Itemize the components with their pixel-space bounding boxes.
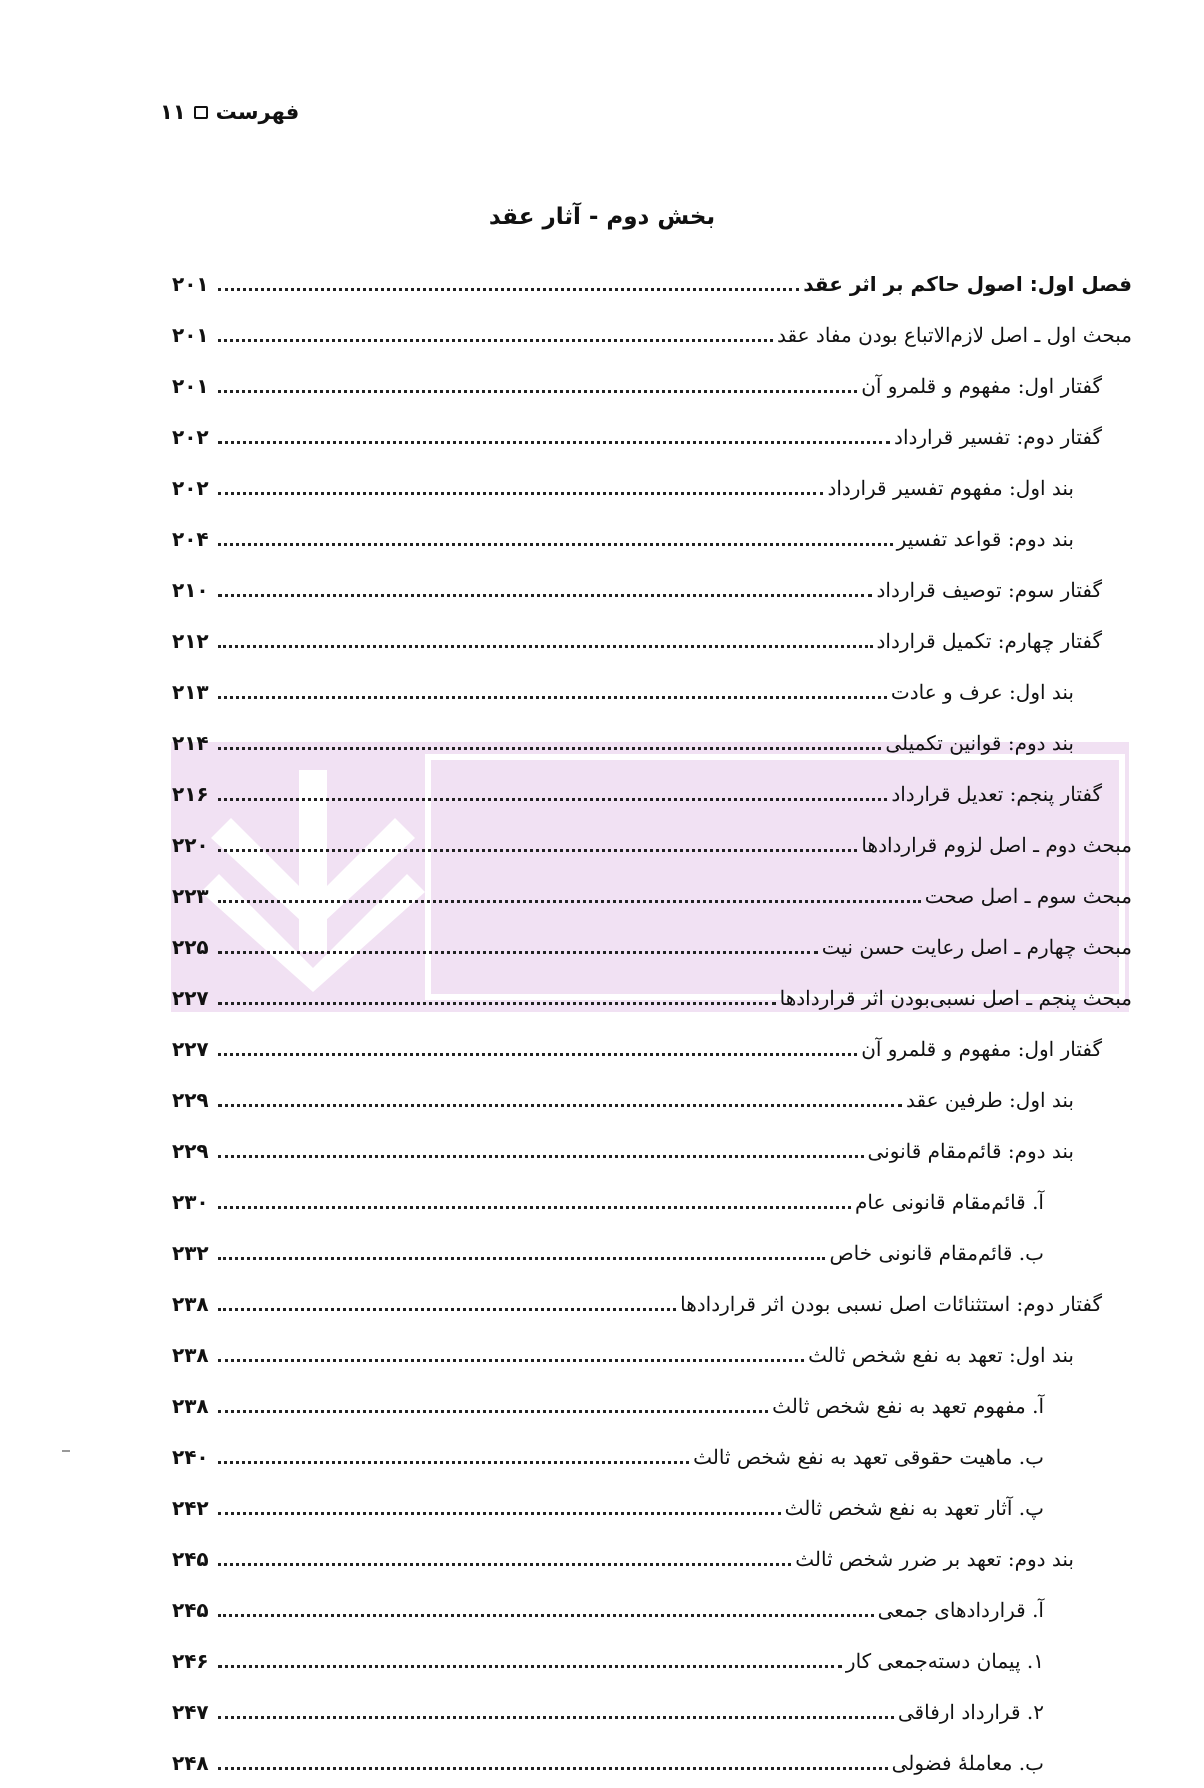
toc-entry-page: ۲۲۷: [172, 1036, 209, 1061]
toc-entry-page: ۲۳۸: [172, 1291, 209, 1316]
toc-entry-page: ۲۰۲: [172, 475, 209, 500]
toc-entry-title: گفتار پنجم: تعدیل قرارداد: [891, 781, 1102, 806]
toc-entry-title: ب. قائم‌مقام قانونی خاص: [829, 1240, 1044, 1265]
toc-entry-page: ۲۰۲: [172, 424, 209, 449]
dot-leader: [218, 645, 873, 648]
toc-entry[interactable]: [172, 717, 1132, 768]
toc-entry[interactable]: [172, 513, 1132, 564]
dot-leader: [218, 849, 857, 852]
toc-entry-title: مبحث سوم ـ اصل صحت: [924, 883, 1132, 908]
toc-entry-page: ۲۱۰: [172, 577, 209, 602]
toc-entry-title: مبحث پنجم ـ اصل نسبی‌بودن اثر قراردادها: [779, 985, 1132, 1010]
dot-leader: [218, 951, 818, 954]
dot-leader: [218, 1053, 857, 1056]
toc-entry[interactable]: [172, 768, 1132, 819]
toc-entry-page: ۲۱۴: [172, 730, 209, 755]
dot-leader: [218, 390, 857, 393]
toc-entry-page: ۲۲۹: [172, 1138, 209, 1163]
toc-entry-title: گفتار دوم: تفسیر قرارداد: [894, 424, 1102, 449]
toc-entry-title: ب. ماهیت حقوقی تعهد به نفع شخص ثالث: [693, 1444, 1044, 1469]
toc-entry[interactable]: [172, 1227, 1132, 1278]
toc-entry-page: ۲۳۲: [172, 1240, 209, 1265]
toc-entry-page: ۲۴۵: [172, 1546, 209, 1571]
toc-entry-page: ۲۳۸: [172, 1393, 209, 1418]
toc-entry-page: ۲۴۲: [172, 1495, 209, 1520]
toc-entry-title: بند اول: طرفین عقد: [906, 1087, 1074, 1112]
toc-entry-title: مبحث چهارم ـ اصل رعایت حسن نیت: [821, 934, 1132, 959]
toc-entry[interactable]: [172, 1074, 1132, 1125]
dot-leader: [218, 1461, 689, 1464]
dot-leader: [218, 1716, 894, 1719]
toc-entry-title: گفتار دوم: استثنائات اصل نسبی بودن اثر قراردادها: [680, 1291, 1102, 1316]
dot-leader: [218, 1308, 676, 1311]
dot-leader: [218, 441, 890, 444]
toc-entry[interactable]: [172, 615, 1132, 666]
scan-mark: [62, 1450, 70, 1452]
toc-entry-page: ۲۲۰: [172, 832, 209, 857]
toc-entry-page: ۲۱۳: [172, 679, 209, 704]
dot-leader: [218, 1512, 781, 1515]
toc-entry-page: ۲۱۶: [172, 781, 209, 806]
dot-leader: [218, 594, 872, 597]
dot-leader: [218, 1002, 776, 1005]
toc-entry[interactable]: [172, 1329, 1132, 1380]
toc-entry-title: مبحث دوم ـ اصل لزوم قراردادها: [861, 832, 1132, 857]
dot-leader: [218, 339, 773, 342]
toc-entry-title: ۲. قرارداد ارفاقی: [897, 1699, 1044, 1724]
toc-entry-title: بند اول: عرف و عادت: [890, 679, 1074, 704]
toc-entry-title: گفتار اول: مفهوم و قلمرو آن: [861, 373, 1102, 398]
dot-leader: [218, 1410, 768, 1413]
section-title: بخش دوم - آثار عقد: [488, 204, 716, 230]
toc-entry[interactable]: [172, 1176, 1132, 1227]
dot-leader: [218, 1614, 874, 1617]
toc-entry[interactable]: [172, 411, 1132, 462]
toc-entry-page: ۲۴۶: [172, 1648, 209, 1673]
toc-entry-page: ۲۴۰: [172, 1444, 209, 1469]
dot-leader: [218, 1359, 804, 1362]
toc-entry[interactable]: [172, 564, 1132, 615]
dot-leader: [218, 1155, 864, 1158]
toc-entry-page: ۲۲۵: [172, 934, 209, 959]
toc-entry[interactable]: [172, 972, 1132, 1023]
toc-entry-page: ۲۲۷: [172, 985, 209, 1010]
dot-leader: [218, 492, 823, 495]
toc-entry-page: ۲۳۸: [172, 1342, 209, 1367]
toc-entry-title: بند اول: مفهوم تفسیر قرارداد: [827, 475, 1074, 500]
toc-entry[interactable]: [172, 1125, 1132, 1176]
toc-entry-page: ۲۰۱: [172, 373, 209, 398]
dot-leader: [218, 288, 799, 291]
toc-entry[interactable]: [172, 1737, 1132, 1788]
toc-entry-title: ۱. پیمان دسته‌جمعی کار: [845, 1648, 1044, 1673]
toc-entry[interactable]: [172, 360, 1132, 411]
toc-entry-page: ۲۰۴: [172, 526, 209, 551]
toc-entry-title: بند دوم: قواعد تفسیر: [896, 526, 1074, 551]
toc-entry-title: آ. مفهوم تعهد به نفع شخص ثالث: [772, 1393, 1044, 1418]
toc-entry[interactable]: [172, 1023, 1132, 1074]
toc-entry[interactable]: [172, 870, 1132, 921]
toc-entry[interactable]: [172, 819, 1132, 870]
square-box-icon: [194, 106, 208, 119]
dot-leader: [218, 1104, 902, 1107]
toc-entry-title: گفتار اول: مفهوم و قلمرو آن: [861, 1036, 1102, 1061]
dot-leader: [218, 900, 921, 903]
toc-entry-page: ۲۲۹: [172, 1087, 209, 1112]
toc-entry[interactable]: [172, 1686, 1132, 1737]
dot-leader: [218, 1767, 888, 1770]
toc-entry[interactable]: [172, 1278, 1132, 1329]
dot-leader: [218, 798, 887, 801]
toc-entry-title: مبحث اول ـ اصل لازم‌الاتباع بودن مفاد عقد: [777, 322, 1132, 347]
toc-entry[interactable]: [172, 258, 1132, 309]
toc-entry-page: ۲۳۰: [172, 1189, 209, 1214]
dot-leader: [218, 1563, 791, 1566]
toc-entry[interactable]: [172, 666, 1132, 717]
toc-entry-page: ۲۴۸: [172, 1750, 209, 1775]
toc-entry-title: گفتار سوم: توصیف قرارداد: [876, 577, 1102, 602]
toc-entry[interactable]: [172, 1584, 1132, 1635]
dot-leader: [218, 1206, 851, 1209]
dot-leader: [218, 747, 881, 750]
toc-entry-title: ب. معاملهٔ فضولی: [891, 1750, 1044, 1775]
toc-entry[interactable]: [172, 309, 1132, 360]
toc-entry-title: بند اول: تعهد به نفع شخص ثالث: [808, 1342, 1074, 1367]
dot-leader: [218, 696, 887, 699]
toc-entry-title: آ. قائم‌مقام قانونی عام: [854, 1189, 1044, 1214]
toc-entry[interactable]: [172, 1482, 1132, 1533]
toc-entry-page: ۲۲۳: [172, 883, 209, 908]
toc-entry[interactable]: [172, 1533, 1132, 1584]
page-header: [160, 100, 299, 124]
header-label: فهرست: [215, 100, 300, 124]
dot-leader: [218, 543, 893, 546]
dot-leader: [218, 1257, 825, 1260]
table-of-contents: [172, 258, 1132, 1788]
toc-entry[interactable]: [172, 1380, 1132, 1431]
toc-entry-page: ۲۴۷: [172, 1699, 209, 1724]
toc-entry-title: بند دوم: تعهد بر ضرر شخص ثالث: [795, 1546, 1074, 1571]
toc-entry-page: ۲۱۲: [172, 628, 209, 653]
toc-entry-page: ۲۰۱: [172, 271, 209, 296]
dot-leader: [218, 1665, 842, 1668]
toc-entry-title: فصل اول: اصول حاکم بر اثر عقد: [803, 271, 1132, 296]
toc-entry[interactable]: [172, 1431, 1132, 1482]
toc-entry[interactable]: [172, 462, 1132, 513]
toc-entry[interactable]: [172, 921, 1132, 972]
toc-entry-title: پ. آثار تعهد به نفع شخص ثالث: [784, 1495, 1044, 1520]
toc-entry-title: بند دوم: قوانین تکمیلی: [885, 730, 1074, 755]
header-page-number: ۱۱: [160, 100, 186, 124]
toc-entry-title: آ. قراردادهای جمعی: [877, 1597, 1044, 1622]
toc-entry-title: گفتار چهارم: تکمیل قرارداد: [876, 628, 1102, 653]
toc-entry-page: ۲۰۱: [172, 322, 209, 347]
toc-entry-title: بند دوم: قائم‌مقام قانونی: [867, 1138, 1074, 1163]
toc-entry-page: ۲۴۵: [172, 1597, 209, 1622]
toc-entry[interactable]: [172, 1635, 1132, 1686]
